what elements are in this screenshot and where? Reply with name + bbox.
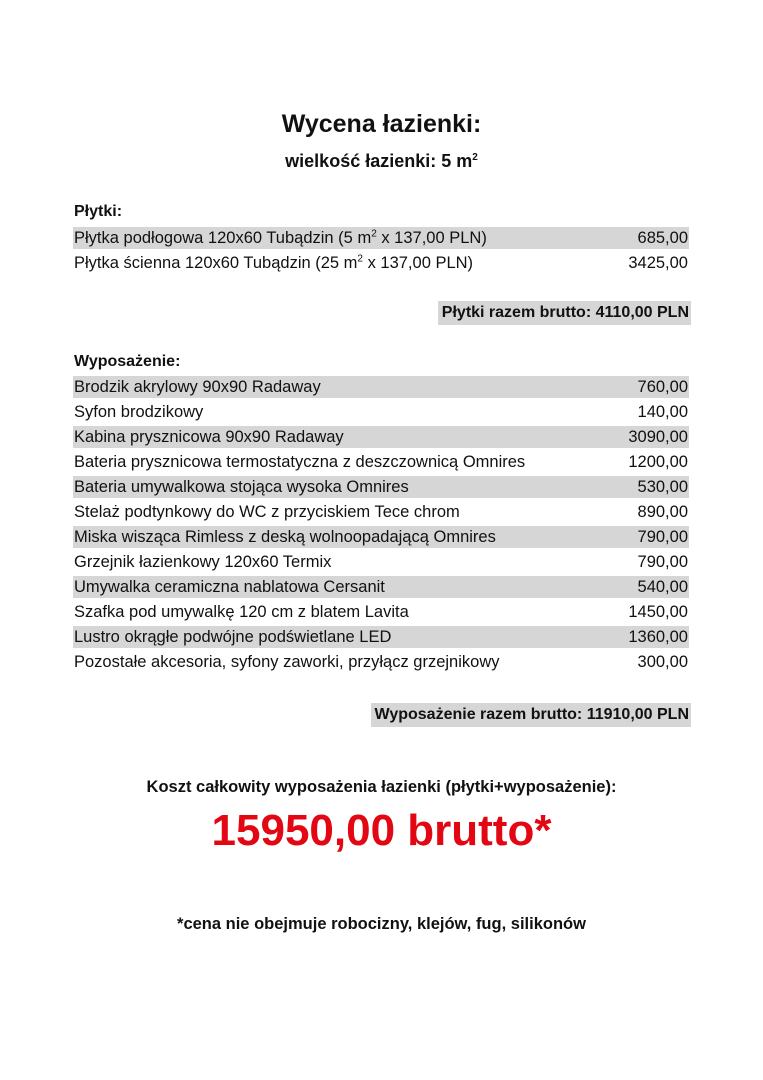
equipment-row (73, 626, 689, 648)
equipment-label: Bateria prysznicowa termostatyczna z deszczownicą Omnires (74, 453, 526, 471)
equipment-row (73, 576, 689, 598)
tile-value: 3425,00 (628, 254, 688, 272)
tile-label-a: Płytka ścienna 120x60 Tubądzin (25 m (74, 254, 358, 272)
equipment-row (73, 426, 689, 448)
equipment-label: Bateria umywalkowa stojąca wysoka Omnires (74, 478, 409, 496)
equipment-row (73, 401, 689, 423)
page-title: Wycena łazienki: (281, 110, 482, 138)
equipment-label: Kabina prysznicowa 90x90 Radaway (74, 428, 344, 446)
tile-sup: 2 (357, 253, 363, 265)
equipment-label: Pozostałe akcesoria, syfony zaworki, przyłącz grzejnikowy (74, 653, 500, 671)
tiles-total: Płytki razem brutto: 4110,00 PLN (438, 301, 691, 325)
equipment-value: 3090,00 (628, 428, 688, 446)
equipment-value: 890,00 (637, 503, 688, 521)
tile-label (74, 252, 473, 274)
equipment-value: 1200,00 (628, 453, 688, 471)
equipment-value: 1360,00 (628, 628, 688, 646)
bathroom-size-sup: 2 (472, 152, 478, 163)
footnote: *cena nie obejmuje robocizny, klejów, fug, silikonów (177, 915, 586, 933)
equipment-label: Szafka pod umywalkę 120 cm z blatem Lavita (74, 603, 409, 621)
equipment-value: 530,00 (637, 478, 688, 496)
tile-value: 685,00 (637, 229, 688, 247)
tile-label-b: x 137,00 PLN) (376, 229, 487, 247)
tile-row (73, 252, 689, 274)
equipment-label: Stelaż podtynkowy do WC z przyciskiem Tece chrom (74, 503, 460, 521)
tile-label-b: x 137,00 PLN) (362, 254, 474, 272)
equipment-label: Miska wisząca Rimless z deską wolnoopadającą Omnires (74, 528, 496, 546)
equipment-row (73, 451, 689, 473)
tile-label (74, 227, 487, 249)
grand-total-label: Koszt całkowity wyposażenia łazienki (płytki+wyposażenie): (146, 778, 617, 796)
equipment-row (73, 376, 689, 398)
equipment-row (73, 476, 689, 498)
equipment-value: 540,00 (637, 578, 688, 596)
equipment-row (73, 501, 689, 523)
equipment-value: 300,00 (637, 653, 688, 671)
equipment-label: Brodzik akrylowy 90x90 Radaway (74, 378, 321, 396)
bathroom-size-text: wielkość łazienki: 5 m (285, 151, 473, 171)
tile-sup: 2 (371, 228, 377, 240)
tile-label-a: Płytka podłogowa 120x60 Tubądzin (5 m (74, 229, 372, 247)
equipment-row (73, 526, 689, 548)
equipment-row (73, 601, 689, 623)
tiles-heading: Płytki: (74, 203, 123, 220)
grand-total-value: 15950,00 brutto* (211, 806, 552, 855)
equipment-label: Lustro okrągłe podwójne podświetlane LED (74, 628, 392, 646)
equipment-value: 1450,00 (628, 603, 688, 621)
equipment-row (73, 551, 689, 573)
equipment-row (73, 651, 689, 673)
tile-row (73, 227, 689, 249)
bathroom-size (0, 151, 763, 172)
equipment-total: Wyposażenie razem brutto: 11910,00 PLN (371, 703, 691, 727)
equipment-label: Syfon brodzikowy (74, 403, 204, 421)
equipment-heading: Wyposażenie: (74, 353, 181, 370)
equipment-label: Umywalka ceramiczna nablatowa Cersanit (74, 578, 385, 596)
equipment-value: 790,00 (637, 553, 688, 571)
equipment-value: 140,00 (637, 403, 688, 421)
equipment-value: 760,00 (637, 378, 688, 396)
equipment-value: 790,00 (637, 528, 688, 546)
equipment-label: Grzejnik łazienkowy 120x60 Termix (74, 553, 332, 571)
